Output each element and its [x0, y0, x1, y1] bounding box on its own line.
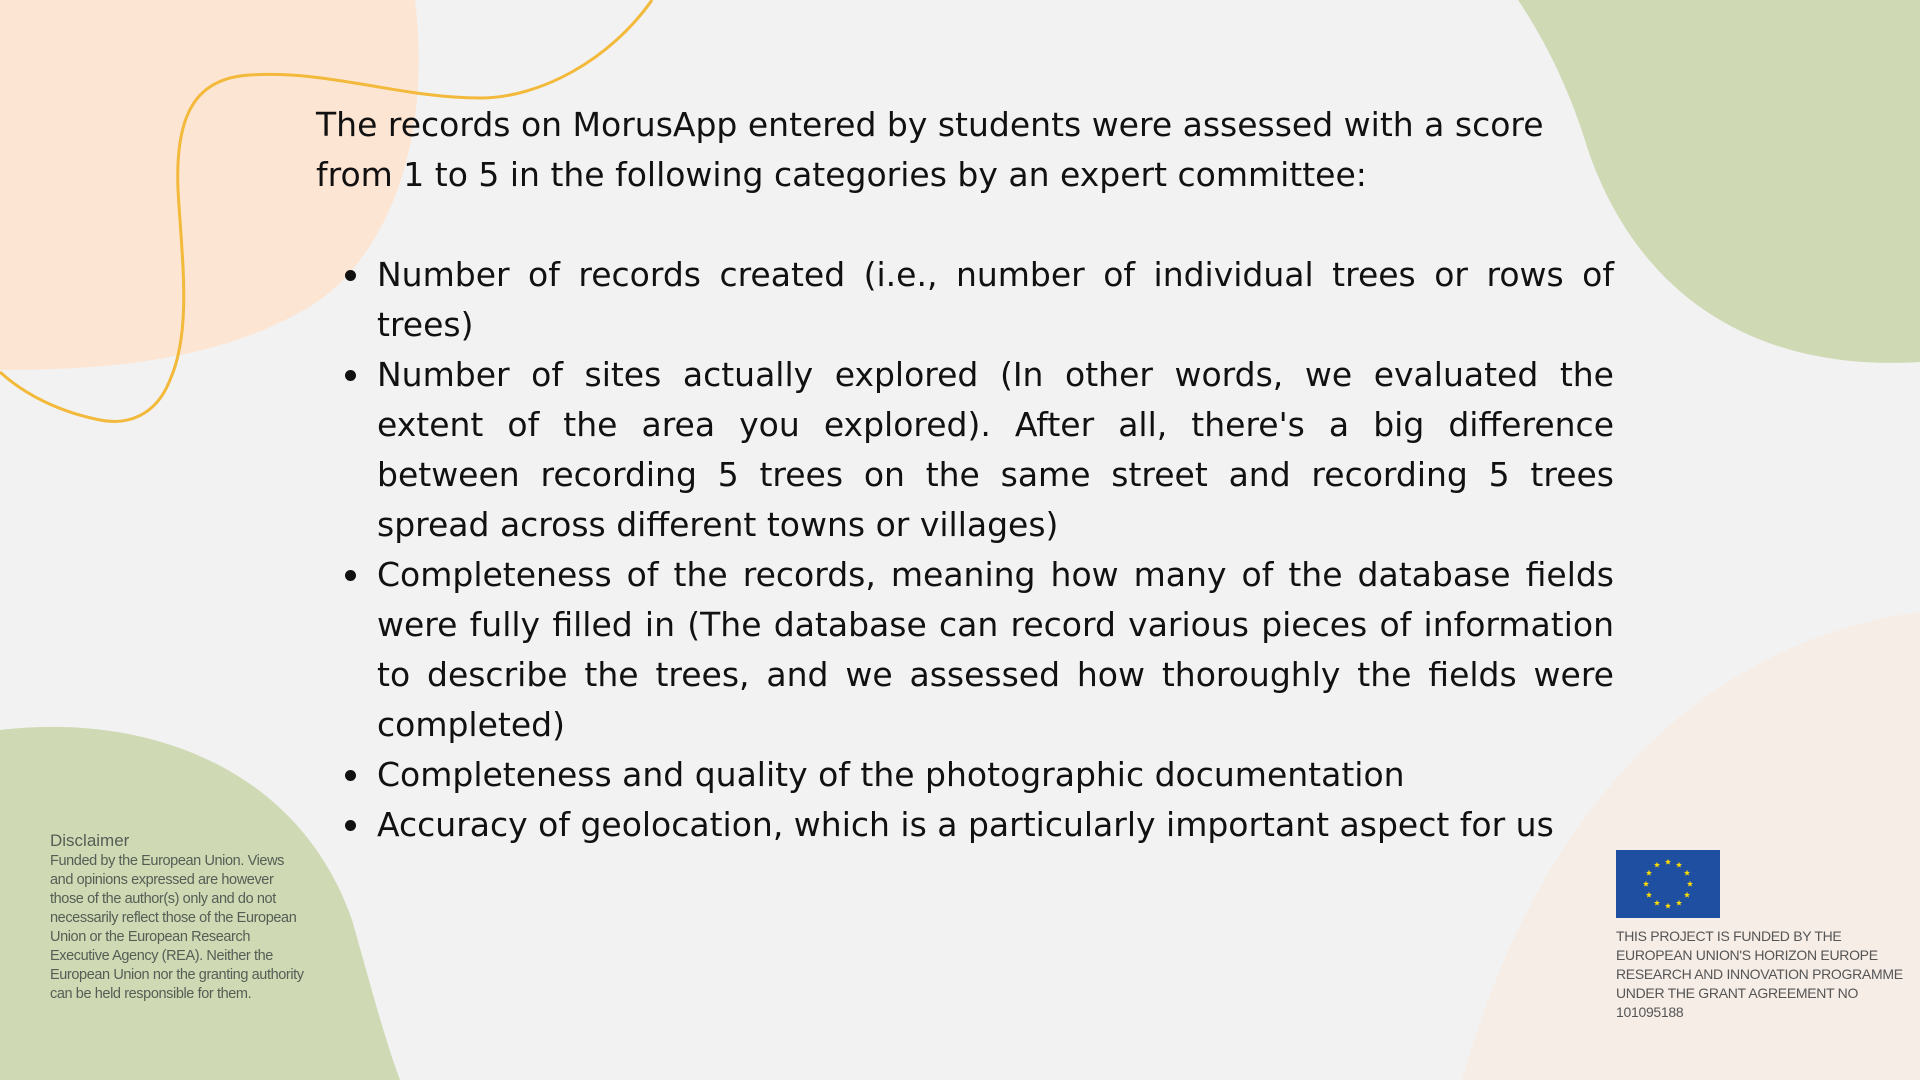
bullet-icon [345, 570, 356, 581]
list-item [377, 800, 1614, 850]
criterion-text: Accuracy of geolocation, which is a particularly important aspect for us [377, 805, 1554, 844]
criterion-text: Completeness of the records, meaning how many of the database fields were fully filled in (The database can record various pieces of information to describe the trees, and we assessed how thoroughly the fields were completed) [377, 555, 1614, 744]
disclaimer-title: Disclaimer [50, 831, 130, 850]
bullet-icon [345, 820, 356, 831]
list-item [377, 550, 1614, 750]
list-item [377, 750, 1614, 800]
bullet-icon [345, 370, 356, 381]
list-item [377, 250, 1614, 350]
funding-text: THIS PROJECT IS FUNDED BY THE EUROPEAN UNION'S HORIZON EUROPE RESEARCH AND INNOVATION PROGRAMME UNDER THE GRANT AGREEMENT NO 101095188 [1616, 928, 1903, 1020]
intro-paragraph: The records on MorusApp entered by students were assessed with a score from 1 to 5 in the following categories by an expert committee: [316, 105, 1544, 194]
criterion-text: Number of records created (i.e., number of individual trees or rows of trees) [377, 255, 1614, 344]
disclaimer-body: Funded by the European Union. Views and opinions expressed are however those of the author(s) only and do not necessarily reflect those of the European Union or the European Research Executive Agency (REA). Neither the European Union nor the granting authority can be held responsible for them. [50, 853, 304, 1002]
criterion-text: Number of sites actually explored (In other words, we evaluated the extent of the area you explored). After all, there's a big difference between recording 5 trees on the same street and recording 5 trees spread across different towns or villages) [377, 355, 1614, 544]
criterion-text: Completeness and quality of the photographic documentation [377, 755, 1405, 794]
slide-content [316, 100, 1614, 850]
bullet-icon [345, 770, 356, 781]
criteria-list [316, 250, 1614, 850]
eu-flag-icon [1616, 850, 1720, 918]
disclaimer [50, 830, 310, 1004]
list-item [377, 350, 1614, 550]
funding-notice [1616, 850, 1906, 1022]
bullet-icon [345, 270, 356, 281]
